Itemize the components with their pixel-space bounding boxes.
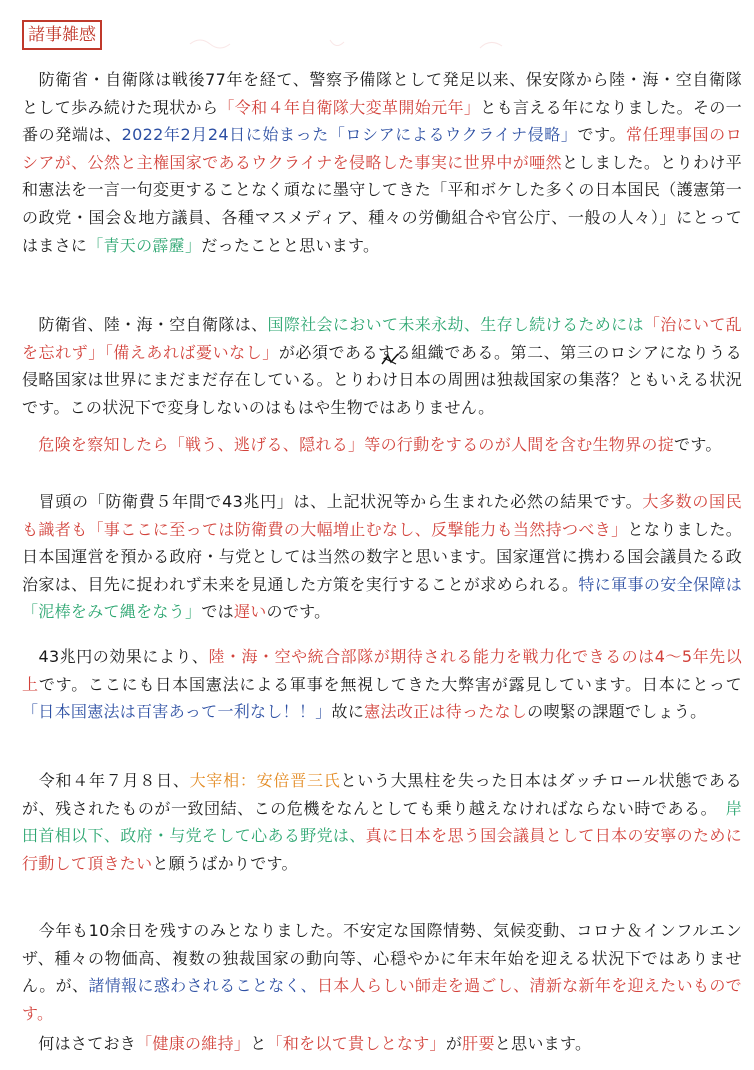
handwritten-correction-mark (380, 352, 400, 368)
p8-text-a: 何はさておき (22, 1034, 137, 1053)
p3-highlight-danger: 危険を察知したら「戦う、逃げる、隠れる」等の行動をするのが人間を含む生物界の掟 (22, 435, 675, 454)
paragraph-8 (22, 1030, 742, 1058)
p4-text-h: のです。 (266, 602, 331, 622)
p2-text-a: 防衛省、陸・海・空自衛隊は、 (22, 315, 268, 334)
p1-text-g: としました。とりわけ平和憲法を一言一句変更することなく頑なに墨守してきた「平和ボケした多くの日本国民（護憲第一の政党・国会＆地方議員、各種マスメディア、種々の労働組合や官公庁、一般の人々）」にとってはまさに (22, 152, 742, 255)
p1-text-i: だったことと思います。 (201, 235, 380, 255)
p6-highlight-lawmakers: 真に日本を思う国会議員として日本の安寧のために行動して頂きたい (22, 826, 742, 873)
p4-text-a: 冒頭の「防衛費５年間で43兆円」は、上記状況等から生まれた必然の結果です。 (22, 492, 643, 511)
p1-highlight-reiwa: 「令和４年自衛隊大変革開始元年」 (218, 97, 481, 117)
p8-text-e: が (445, 1034, 463, 1053)
p6-highlight-abe: 大宰相：安倍晋三氏 (189, 771, 341, 790)
p1-highlight-seiten: 「青天の霹靂」 (87, 235, 202, 255)
heading-title: 諸事雑感 (22, 20, 102, 50)
p7-highlight-info: 諸情報に惑わされることなく、 (88, 976, 317, 996)
p6-text-a: 令和４年７月８日、 (22, 771, 190, 790)
p1-text-a: 防衛省・自衛隊は戦後77年を経て、警察予備隊として発足以来、保安隊から陸・海・空自衛隊として歩み続けた現状から (22, 70, 742, 117)
p4-highlight-late: 遅い (233, 602, 267, 622)
p2-highlight-kokusai: 国際社会において未来永劫、生存し続けるためには (267, 315, 644, 334)
p1-text-c: とも言える年になりました。その一番の発端は、 (22, 97, 742, 145)
p4-highlight-military: 特に軍事の安全保障は (578, 574, 742, 594)
p1-text-e: です。 (577, 125, 627, 145)
p6-highlight-kishida: 岸田首相以下、政府・与党そして心ある野党は、 (22, 798, 742, 846)
p8-text-g: と思います。 (494, 1034, 592, 1053)
p8-highlight-health: 「健康の維持」 (136, 1034, 251, 1053)
p4-text-c: となりました。日本国運営を預かる政府・与党としては当然の数字と思います。国家運営に携わる国会議員たる政治家は、目先に捉われず未来を見通した方策を実行することが求められる。 (22, 519, 742, 594)
faint-stamp-marks (180, 30, 580, 56)
paragraph-5 (22, 643, 742, 726)
p6-text-f: と願うばかりです。 (152, 853, 298, 873)
p2-highlight-proverbs: 「治にいて乱を忘れず」「備えあれば憂いなし」 (22, 315, 742, 362)
p5-text-c: です。ここにも日本国憲法による軍事を無視してきた大弊害が露見しています。日本にとって (38, 674, 742, 694)
p1-highlight-date: 2022年2月24日に始まった「ロシアによるウクライナ侵略」 (121, 125, 578, 145)
p8-highlight-harmony: 「和を以て貴しとなす」 (266, 1034, 446, 1053)
paragraph-3 (22, 431, 742, 459)
p5-highlight-capability: 陸・海・空や統合部隊が期待される能力を戦力化できるのは4～5年先以上 (22, 647, 742, 694)
paragraph-4 (22, 488, 742, 626)
p6-text-c: という大黒柱を失った日本はダッチロール状態であるが、残されたものが一致団結、この危機をなんとしても乗り越えなければならない時である。 (22, 771, 742, 818)
p2-text-d: が必須であるする組織である。第二、第三のロシアになりうる侵略国家は世界にまだまだ存在している。とりわけ日本の周囲は独裁国家の集落？ともいえる状況です。この状況下で変身しないのはもはや生物ではありません。 (22, 342, 742, 417)
paragraph-6 (22, 767, 742, 877)
p4-highlight-majority: 大多数の国民も識者も「事ここに至っては防衛費の大幅増止むなし、反撃能力も当然持つべき」 (22, 492, 742, 539)
p7-text-a: 今年も10余日を残すのみとなりました。不安定な国際情勢、気候変動、コロナ＆インフルエンザ、種々の物価高、複数の独裁国家の動向等、心穏やかに年末年始を迎える状況下ではありません。が、 (22, 921, 742, 996)
p1-highlight-russia: 常任理事国のロシアが、公然と主権国家であるウクライナを侵略した事実に世界中が唖然 (22, 125, 743, 172)
p4-highlight-dorobou: 「泥棒をみて縄をなう」 (22, 602, 202, 622)
p5-text-a: 43兆円の効果により、 (22, 647, 209, 666)
p7-highlight-shiwasu: 日本人らしい師走を過ごし、清新な新年を迎えたいものです。 (22, 976, 742, 1023)
p8-highlight-important: 肝要 (462, 1034, 495, 1053)
p5-text-g: の喫緊の課題でしょう。 (527, 702, 707, 722)
paragraph-7 (22, 917, 742, 1027)
p5-text-e: 故に (331, 702, 365, 722)
paragraph-1 (22, 66, 742, 259)
p5-highlight-revision: 憲法改正は待ったなし (364, 702, 528, 722)
p3-text-b: です。 (674, 435, 722, 454)
p5-highlight-constitution: 「日本国憲法は百害あって一利なし！！」 (22, 702, 332, 722)
p8-text-c: と (250, 1034, 267, 1053)
p4-text-f: では (201, 602, 234, 622)
